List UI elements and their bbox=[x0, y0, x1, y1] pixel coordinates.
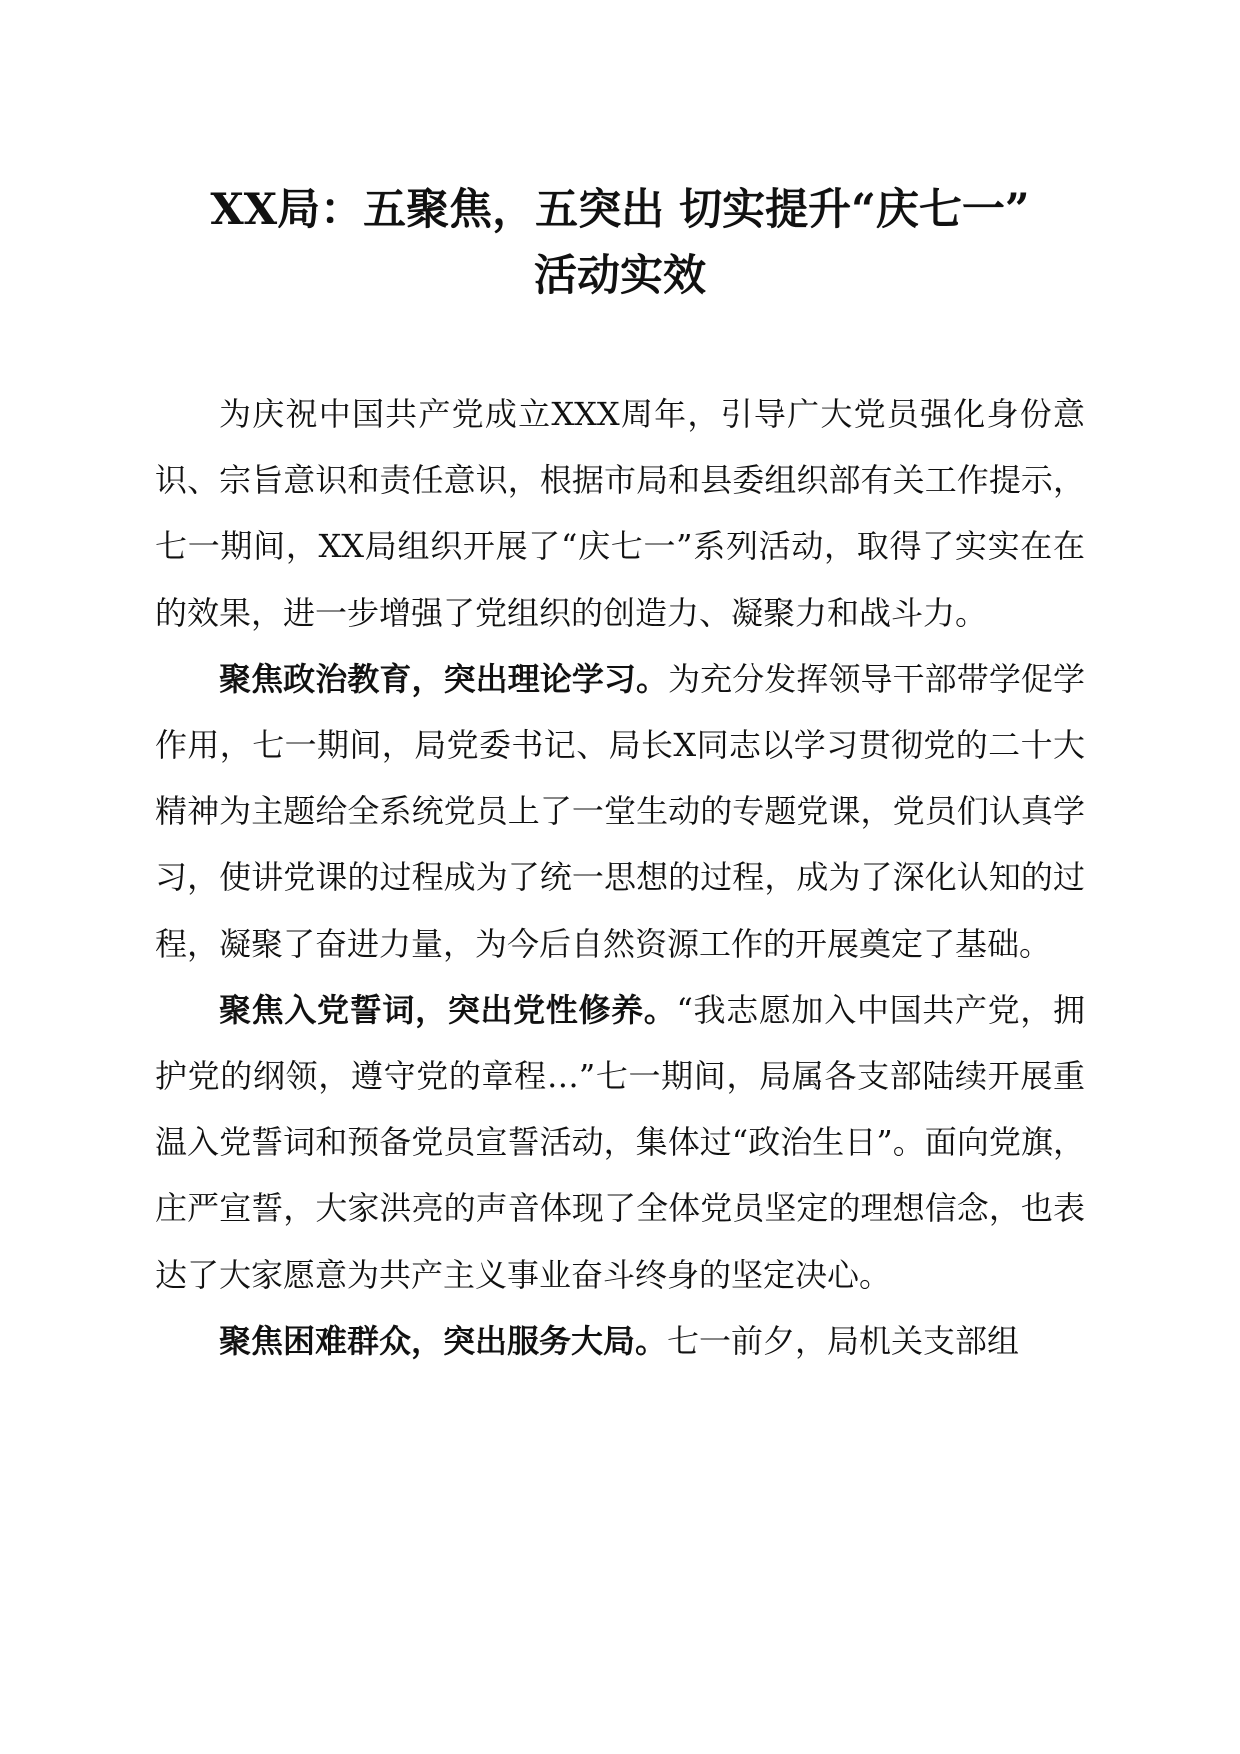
paragraph-text: 为充分发挥领导干部带学促学作用，七一期间，局党委书记、局长X同志以学习贯彻党的二十大精神为主题给全系统党员上了一堂生动的专题党课，党员们认真学习，使讲党课的过程成为了统一思想的过程，成为了深化认知的过程，凝聚了奋进力量，为今后自然资源工作的开展奠定了基础。 bbox=[155, 659, 1085, 963]
paragraph-lead: 聚焦困难群众，突出服务大局。 bbox=[219, 1321, 668, 1360]
paragraph-serving-masses bbox=[155, 1308, 1085, 1374]
paragraph-intro bbox=[155, 381, 1085, 646]
document-body bbox=[155, 381, 1085, 1374]
document-title-line-2: 活动实效 bbox=[534, 251, 706, 301]
paragraph-lead: 聚焦政治教育，突出理论学习。 bbox=[219, 659, 669, 698]
paragraph-party-oath bbox=[155, 977, 1085, 1308]
paragraph-text: 为庆祝中国共产党成立XXX周年，引导广大党员强化身份意识、宗旨意识和责任意识，根据市局和县委组织部有关工作提示，七一期间，XX局组织开展了“庆七一”系列活动，取得了实实在在的效果，进一步增强了党组织的创造力、凝聚力和战斗力。 bbox=[155, 395, 1085, 632]
paragraph-text: 七一前夕，局机关支部组 bbox=[667, 1321, 1020, 1360]
paragraph-lead: 聚焦入党誓词，突出党性修养。 bbox=[219, 990, 677, 1029]
document-title-line-1: XX局：五聚焦，五突出 切实提升“庆七一” bbox=[210, 185, 1030, 235]
paragraph-text: “我志愿加入中国共产党，拥护党的纲领，遵守党的章程…”七一期间，局属各支部陆续开展重温入党誓词和预备党员宣誓活动，集体过“政治生日”。面向党旗，庄严宣誓，大家洪亮的声音体现了全体党员坚定的理想信念，也表达了大家愿意为共产主义事业奋斗终身的坚定决心。 bbox=[155, 990, 1085, 1294]
paragraph-political-education bbox=[155, 646, 1085, 977]
